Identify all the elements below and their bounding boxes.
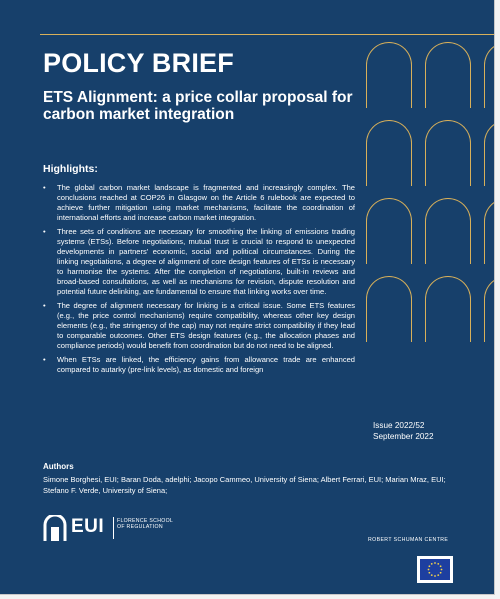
issue-number: Issue 2022/52: [373, 421, 425, 430]
highlight-item: • When ETSs are linked, the efficiency gains from allowance trade are enhanced compared to autarky (pre-link levels), as domestic and foreign: [43, 355, 355, 375]
highlight-item: • The global carbon market landscape is fragmented and increasingly complex. The conclusions reached at COP26 in Glasgow on the Article 6 rulebook are expected to achieve further mitigation using market mechanisms, facilitate the coordination of international efforts and increase carbon market integration.: [43, 183, 355, 223]
arch-outline-icon: [366, 276, 412, 342]
arch-outline-icon: [484, 198, 495, 264]
document-subtitle: ETS Alignment: a price collar proposal for carbon market integration: [43, 89, 353, 123]
highlight-item: • Three sets of conditions are necessary for smoothing the linking of emissions trading systems (ETSs). Before negotiations, mutual trust is crucial to respond to unexpected developments in partners’ economic, social and political circumstances. During the linking negotiations, a degree of alignment of core design features of ETSs is necessary to harmonise the systems. After the completion of negotiations, built-in reviews and broad-based consultations, as well as mechanisms for revision, dispute resolution and potential future delinking, are fundamental to ensure that linking works over time.: [43, 227, 355, 296]
arch-outline-icon: [425, 198, 471, 264]
arch-outline-icon: [366, 120, 412, 186]
arch-outline-icon: [425, 42, 471, 108]
arch-outline-icon: [366, 42, 412, 108]
arch-outline-icon: [425, 120, 471, 186]
highlights-list: [43, 183, 355, 379]
highlight-item: • The degree of alignment necessary for linking is a critical issue. Some ETS features (e.g., the price control mechanisms) require compatibility, whereas other key design elements (e.g., the stringency of the cap) may not require strict compatibility if they lead to comparable outcomes. Other ETS design features (e.g., the allocation phases and compliance periods) would benefit from coordination but do not need to be aligned.: [43, 301, 355, 351]
arch-outline-icon: [484, 276, 495, 342]
issue-date: September 2022: [373, 431, 434, 441]
document-title: POLICY BRIEF: [43, 48, 234, 78]
eu-flag-field: [420, 559, 450, 580]
authors-heading: Authors: [43, 462, 74, 471]
logo-subtext: FLORENCE SCHOOL OF REGULATION: [117, 518, 173, 531]
eu-stars-icon: [420, 559, 450, 580]
logo-text: EUI: [71, 516, 105, 537]
highlights-heading: Highlights:: [43, 163, 98, 175]
authors-list: Simone Borghesi, EUI; Baran Doda, adelphi; Jacopo Cammeo, University of Siena; Albert Ferrari, EUI; Marian Mraz, EUI; Stefano F. Verde, University of Siena;: [43, 475, 446, 495]
arch-outline-icon: [484, 42, 495, 108]
arch-outline-icon: [425, 276, 471, 342]
arch-outline-icon: [366, 198, 412, 264]
top-divider: [40, 34, 494, 35]
centre-name: ROBERT SCHUMAN CENTRE: [368, 537, 449, 543]
eui-logo-icon: [43, 515, 67, 541]
arch-outline-icon: [484, 120, 495, 186]
eu-flag-icon: [417, 556, 453, 583]
issue-info: [373, 421, 434, 442]
logo-separator: [113, 517, 114, 539]
